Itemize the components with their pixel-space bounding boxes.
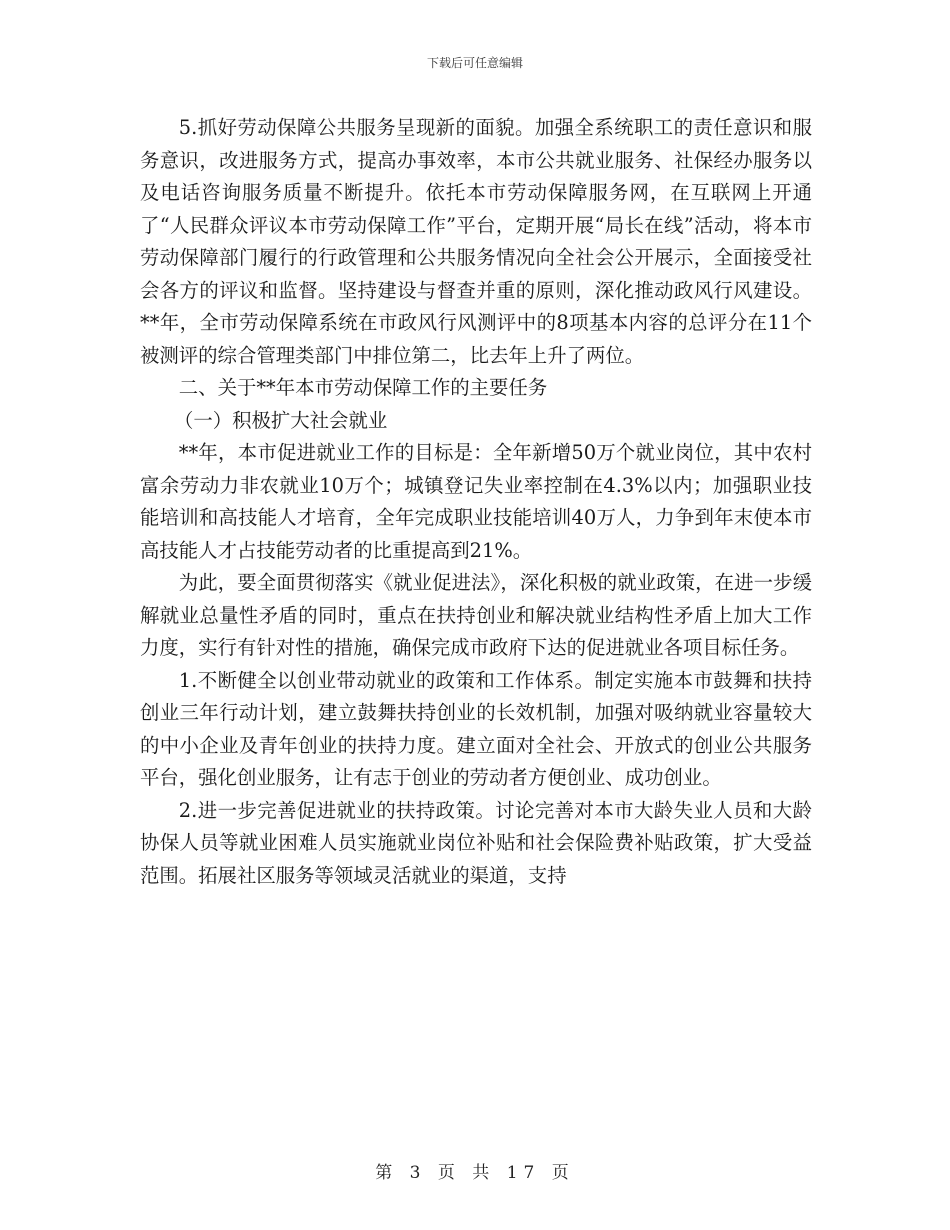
paragraph-measures: 为此，要全面贯彻落实《就业促进法》，深化积极的就业政策，在进一步缓解就业总量性矛盾的同时，重点在扶持创业和解决就业结构性矛盾上加大工作力度，实行有针对性的措施，确保完成市政府下达的促进就业各项目标任务。 (140, 571, 812, 659)
page-header: 下载后可任意编辑 (426, 56, 523, 70)
page-number: 第 3 页 共 17 页 (375, 1163, 575, 1183)
subsection-heading: （一）积极扩大社会就业 (173, 408, 388, 432)
paragraph-item1: 1.不断健全以创业带动就业的政策和工作体系。制定实施本市鼓舞和扶持创业三年行动计划，建立鼓舞扶持创业的长效机制，加强对吸纳就业容量较大的中小企业及青年创业的扶持力度。建立面对全社会、开放式的创业公共服务平台，强化创业服务，让有志于创业的劳动者方便创业、成功创业。 (140, 668, 812, 789)
section-heading: 二、关于**年本市劳动保障工作的主要任务 (178, 376, 548, 399)
paragraph-item5: 5.抓好劳动保障公共服务呈现新的面貌。加强全系统职工的责任意识和服务意识，改进服务方式，提高办事效率，本市公共就业服务、社保经办服务以及电话咨询服务质量不断提升。依托本市劳动保障服务网，在互联网上开通了“人民群众评议本市劳动保障工作”平台，定期开展“局长在线”活动，将本市劳动保障部门履行的行政管理和公共服务情况向全社会公开展示，全面接受社会各方的评议和监督。坚持建设与督查并重的原则，深化推动政风行风建设。**年，全市劳动保障系统在市政风行风测评中的8项基本内容的总评分在11个被测评的综合管理类部门中排位第二，比去年上升了两位。 (140, 116, 812, 367)
document-body (140, 112, 812, 892)
paragraph-goals: **年，本市促进就业工作的目标是：全年新增50万个就业岗位，其中农村富余劳动力非农就业10万个；城镇登记失业率控制在4.3%以内；加强职业技能培训和高技能人才培育，全年完成职业技能培训40万人，力争到年末使本市高技能人才占技能劳动者的比重提高到21%。 (140, 441, 812, 562)
paragraph-item2: 2.进一步完善促进就业的扶持政策。讨论完善对本市大龄失业人员和大龄协保人员等就业困难人员实施就业岗位补贴和社会保险费补贴政策，扩大受益范围。拓展社区服务等领域灵活就业的渠道，支持 (140, 798, 812, 887)
